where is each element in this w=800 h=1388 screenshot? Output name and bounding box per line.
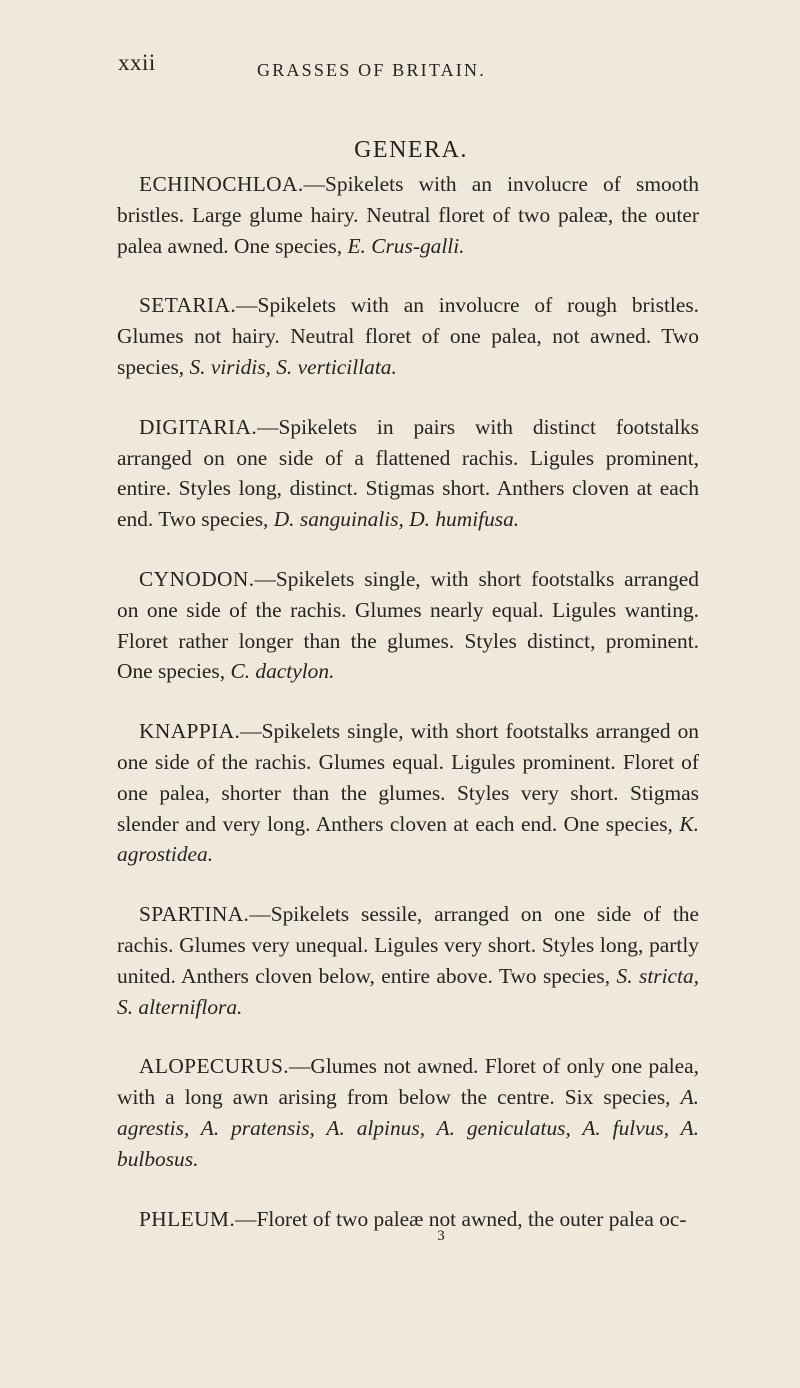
- genus-description: —Spikelets sessile, arranged on one side of the rachis. Glumes very unequal. Ligules very short. Styles long, partly united. Anthers cloven below, entire above. Two species,: [117, 902, 699, 988]
- genus-entry-setaria: [117, 290, 699, 382]
- genus-name: ECHINOCHLOA.: [139, 172, 304, 196]
- species-list: A. agrestis, A. pratensis, A. alpinus, A. geniculatus, A. fulvus, A. bulbosus.: [117, 1085, 699, 1171]
- genus-entry-alopecurus: [117, 1051, 699, 1174]
- section-title: GENERA.: [354, 137, 468, 163]
- genus-description: —Glumes not awned. Floret of only one palea, with a long awn arising from below the centre. Six species,: [117, 1054, 699, 1110]
- genus-name: PHLEUM.: [139, 1206, 236, 1231]
- species-list: E. Crus-galli.: [347, 233, 465, 258]
- genus-description: —Spikelets in pairs with distinct footstalks arranged on one side of a flattened rachis. Ligules prominent, entire. Styles long, distinct. Stigmas short. Anthers cloven at each end. Two species,: [117, 414, 699, 532]
- genus-name: ALOPECURUS.: [139, 1054, 289, 1079]
- species-list: D. sanguinalis, D. humifusa.: [273, 507, 520, 532]
- genus-name: KNAPPIA.: [139, 719, 241, 744]
- species-list: S. stricta, S. alterniflora.: [117, 963, 700, 1019]
- genera-list: [117, 169, 699, 1234]
- genus-name: SETARIA.: [139, 293, 237, 318]
- species-list: C. dactylon.: [230, 659, 335, 684]
- page-number: xxii: [118, 50, 156, 75]
- genus-name: SPARTINA.: [139, 902, 250, 927]
- genus-entry-knappia: [117, 716, 699, 870]
- genus-description: —Spikelets with an involucre of rough bristles. Glumes not hairy. Neutral floret of one palea, not awned. Two species,: [117, 293, 699, 379]
- genus-entry-spartina: [117, 899, 699, 1022]
- genus-entry-digitaria: [117, 412, 699, 535]
- running-title: GRASSES OF BRITAIN.: [257, 60, 486, 80]
- genus-description: —Spikelets single, with short footstalks arranged on one side of the rachis. Glumes nearly equal. Ligules wanting. Floret rather longer than the glumes. Styles distinct, prominent. One species,: [117, 566, 699, 684]
- genus-entry-cynodon: [117, 564, 699, 687]
- genus-name: DIGITARIA.: [139, 414, 258, 439]
- species-list: S. viridis, S. verticillata.: [189, 354, 397, 379]
- genus-entry-echinochloa: [117, 169, 699, 261]
- signature-mark: 3: [437, 1228, 445, 1244]
- genus-name: CYNODON.: [139, 566, 255, 591]
- genus-description: —Spikelets single, with short footstalks arranged on one side of the rachis. Glumes equal. Ligules prominent. Floret of one palea, shorter than the glumes. Styles very short. Stigmas slender and very long. Anthers cloven at each end. One species,: [117, 719, 699, 836]
- genus-description: —Floret of two paleæ not awned, the outer palea oc-: [235, 1206, 687, 1231]
- genus-description: —Spikelets with an involucre of smooth bristles. Large glume hairy. Neutral floret of two paleæ, the outer palea awned. One species,: [117, 172, 699, 258]
- species-list: K. agrostidea.: [117, 811, 699, 867]
